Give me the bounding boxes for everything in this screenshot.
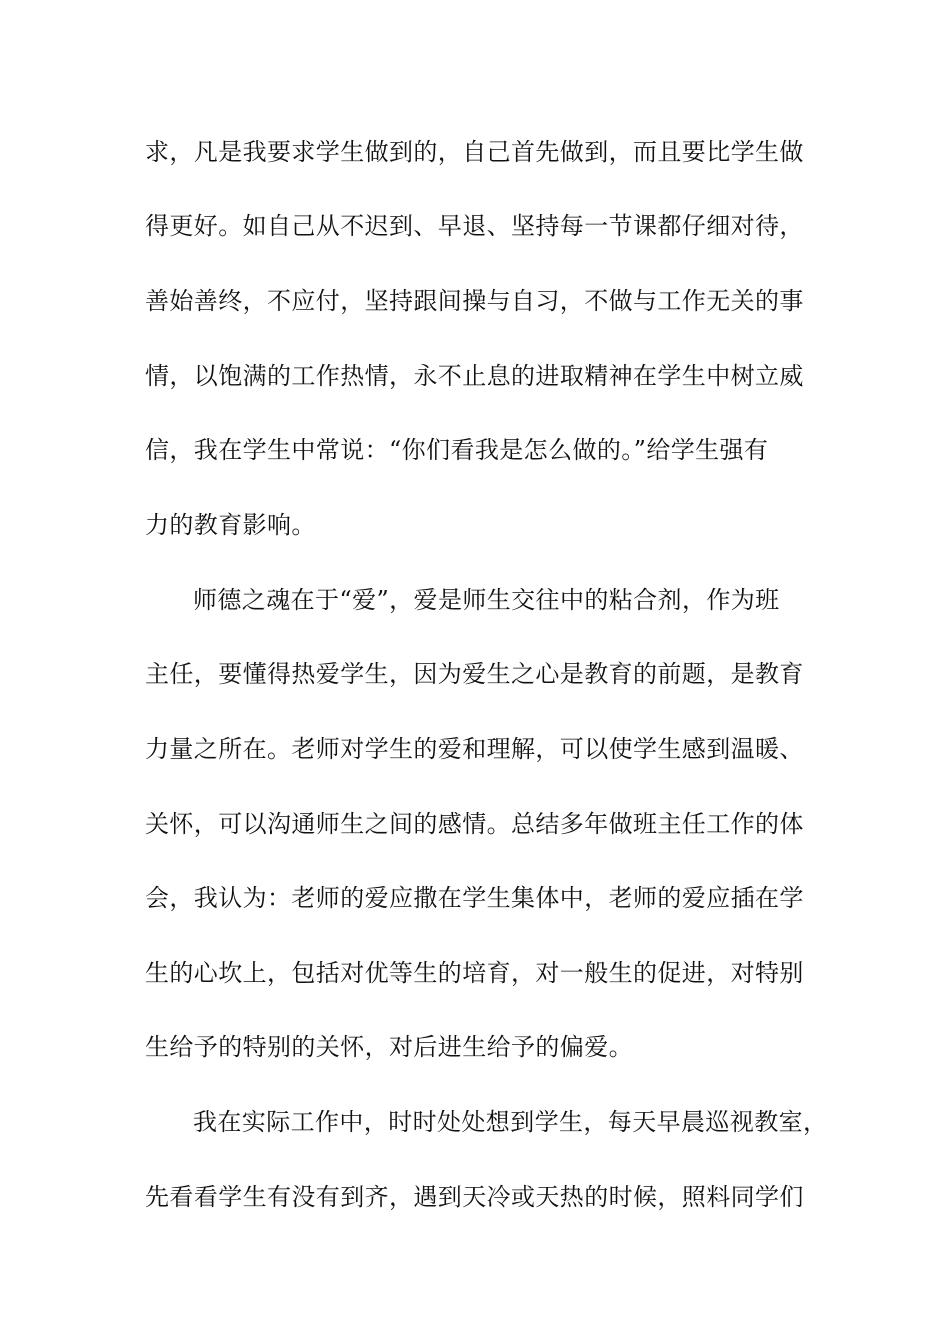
text-line: 先看看学生有没有到齐，遇到天冷或天热的时候，照料同学们 <box>145 1183 804 1211</box>
text-line: 关怀，可以沟通师生之间的感情。总结多年做班主任工作的体 <box>145 810 804 838</box>
paragraph-first-line: 师德之魂在于“爱”，爱是师生交往中的粘合剂，作为班 <box>193 586 780 614</box>
text-line: 求，凡是我要求学生做到的，自己首先做到，而且要比学生做 <box>145 138 804 166</box>
text-line: 力的教育影响。 <box>145 511 316 539</box>
text-line: 生给予的特别的关怀，对后进生给予的偏爱。 <box>145 1033 633 1061</box>
text-line: 会，我认为：老师的爱应撒在学生集体中，老师的爱应插在学 <box>145 884 804 912</box>
text-line: 生的心坎上，包括对优等生的培育，对一般生的促进，对特别 <box>145 959 804 987</box>
text-line: 得更好。如自己从不迟到、早退、坚持每一节课都仔细对待， <box>145 212 804 240</box>
text-line: 信，我在学生中常说：“你们看我是怎么做的。”给学生强有 <box>145 436 769 464</box>
text-line: 力量之所在。老师对学生的爱和理解，可以使学生感到温暖、 <box>145 735 804 763</box>
text-line: 善始善终，不应付，坚持跟间操与自习，不做与工作无关的事 <box>145 287 804 315</box>
paragraph-first-line: 我在实际工作中，时时处处想到学生，每天早晨巡视教室， <box>193 1108 828 1136</box>
text-line: 主任，要懂得热爱学生，因为爱生之心是教育的前题，是教育 <box>145 660 804 688</box>
text-line: 情，以饱满的工作热情，永不止息的进取精神在学生中树立威 <box>145 362 804 390</box>
